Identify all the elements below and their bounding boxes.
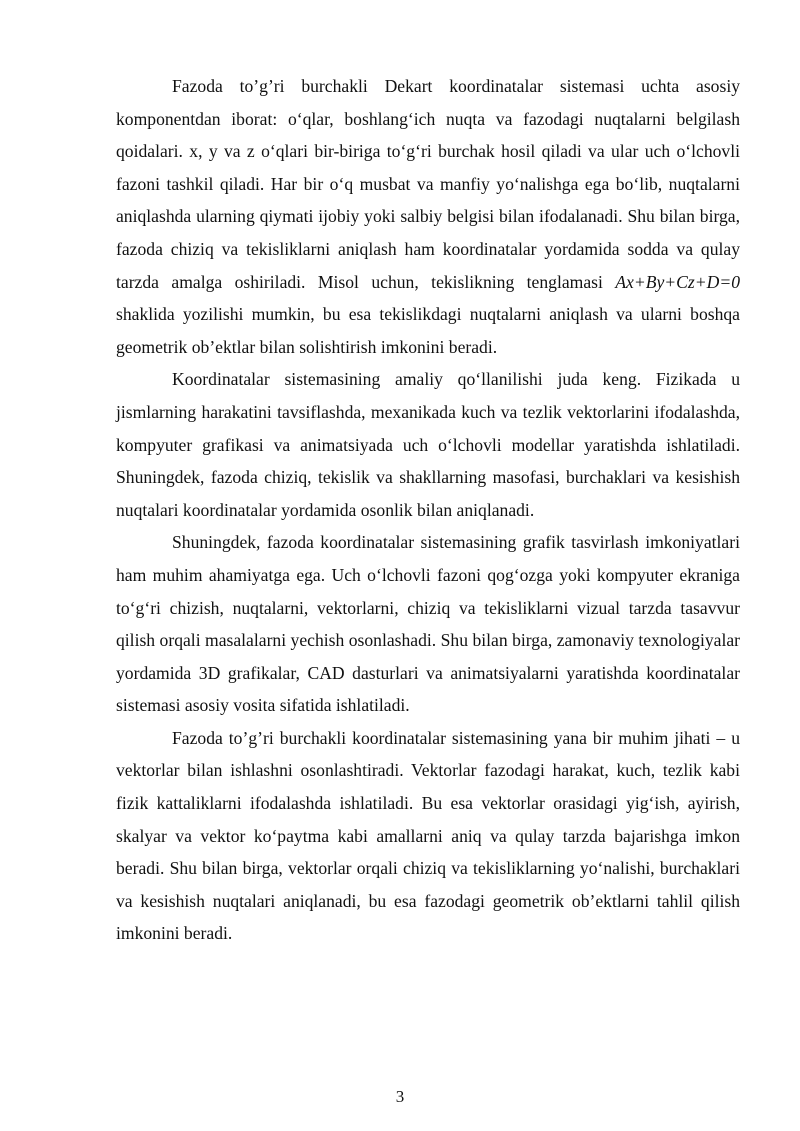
- plane-equation: Ax+By+Cz+D=0: [615, 271, 740, 292]
- document-body: [116, 70, 740, 950]
- paragraph-1: [116, 70, 740, 363]
- paragraph-3: Shuningdek, fazoda koordinatalar sistemasining grafik tasvirlash imkoniyatlari ham muhim ahamiyatga ega. Uch o‘lchovli fazoni qog‘ozga yoki kompyuter ekraniga to‘g‘ri chizish, nuqtalarni, vektorlarni, chiziq va tekisliklarni vizual tarzda tasavvur qilish orqali masalalarni yechish osonlashadi. Shu bilan birga, zamonaviy texnologiyalar yordamida 3D grafikalar, CAD dasturlari va animatsiyalarni yaratishda koordinatalar sistemasi asosiy vosita sifatida ishlatiladi.: [116, 532, 740, 716]
- paragraph-1-text-end: shaklida yozilishi mumkin, bu esa tekislikdagi nuqtalarni aniqlash va ularni boshqa geometrik ob’ektlar bilan solishtirish imkonini beradi.: [116, 304, 740, 357]
- paragraph-2: Koordinatalar sistemasining amaliy qo‘llanilishi juda keng. Fizikada u jismlarning harakatini tavsiflashda, mexanikada kuch va tezlik vektorlarini ifodalashda, kompyuter grafikasi va animatsiyada uch o‘lchovli modellar yaratishda ishlatiladi. Shuningdek, fazoda chiziq, tekislik va shakllarning masofasi, burchaklari va kesishish nuqtalari koordinatalar yordamida osonlik bilan aniqlanadi.: [116, 369, 740, 520]
- paragraph-4: Fazoda to’g’ri burchakli koordinatalar sistemasining yana bir muhim jihati – u vektorlar bilan ishlashni osonlashtiradi. Vektorlar fazodagi harakat, kuch, tezlik kabi fizik kattaliklarni ifodalashda ishlatiladi. Bu esa vektorlar orasidagi yig‘ish, ayirish, skalyar va vektor ko‘paytma kabi amallarni aniq va qulay tarzda bajarishga imkon beradi. Shu bilan birga, vektorlar orqali chiziq va tekisliklarning yo‘nalishi, burchaklari va kesishish nuqtalari aniqlanadi, bu esa fazodagi geometrik ob’ektlarni tahlil qilish imkonini beradi.: [116, 727, 740, 944]
- paragraph-1-text-start: Fazoda to’g’ri burchakli Dekart koordinatalar sistemasi uchta asosiy komponentdan iborat: o‘qlar, boshlang‘ich nuqta va fazodagi nuqtalarni belgilash qoidalari. x, y va z o‘qlari bir-biriga to‘g‘ri burchak hosil qiladi va ular uch o‘lchovli fazoni tashkil qiladi. Har bir o‘q musbat va manfiy yo‘nalishga ega bo‘lib, nuqtalarni aniqlashda ularning qiymati ijobiy yoki salbiy belgisi bilan ifodalanadi. Shu bilan birga, fazoda chiziq va tekisliklarni aniqlash ham koordinatalar yordamida sodda va qulay tarzda amalga oshiriladi. Misol uchun, tekislikning tenglamasi: [116, 76, 740, 292]
- page-number: 3: [395, 1087, 405, 1106]
